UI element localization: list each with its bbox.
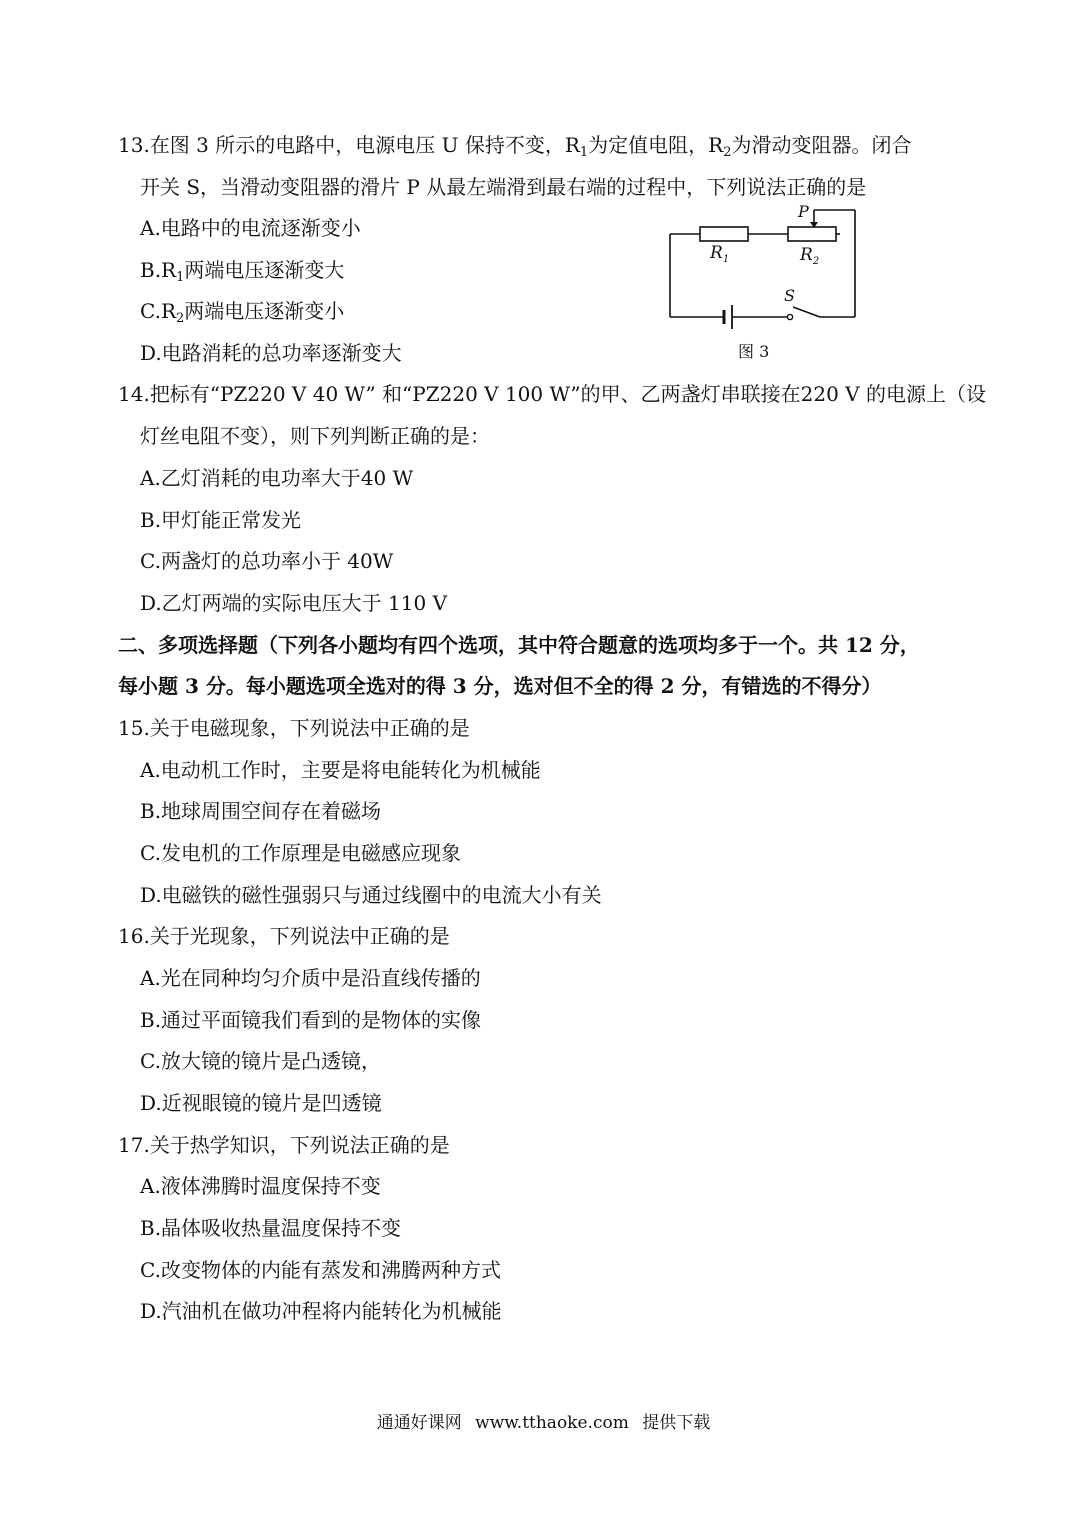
resistor-r1 — [700, 227, 748, 241]
question-14-option-b: B.甲灯能正常发光 — [140, 508, 302, 532]
question-14-option-c: C.两盏灯的总功率小于 40W — [140, 549, 394, 573]
footer-tagline: 提供下载 — [642, 1413, 711, 1433]
section-2-heading-line2: 每小题 3 分。每小题选项全选对的得 3 分，选对但不全的得 2 分，有错选的不得分） — [118, 674, 882, 698]
question-13-option-b: $B.R_1$两端电压逐渐变大 — [140, 258, 345, 285]
label-p: P — [798, 202, 809, 221]
question-13-option-c: $C.R_2$两端电压逐渐变小 — [140, 299, 345, 326]
footer-site-name: 通通好课网 — [376, 1413, 462, 1433]
question-17-option-b: B.晶体吸收热量温度保持不变 — [140, 1216, 402, 1240]
question-number: 17. — [118, 1133, 150, 1157]
question-15-option-a: A.电动机工作时，主要是将电能转化为机械能 — [140, 758, 541, 782]
question-16-option-c: C.放大镜的镜片是凸透镜， — [140, 1049, 381, 1073]
question-15-option-d: D.电磁铁的磁性强弱只与通过线圈中的电流大小有关 — [140, 883, 602, 907]
question-16-option-d: D.近视眼镜的镜片是凹透镜 — [140, 1091, 382, 1115]
question-14-option-a: A.乙灯消耗的电功率大于40 W — [140, 466, 414, 490]
footer-url[interactable]: www.tthaoke.com — [475, 1413, 629, 1433]
switch-s-blade — [793, 307, 820, 317]
section-2-heading-line1: 二、多项选择题（下列各小题均有四个选项，其中符合题意的选项均多于一个。共 12 分， — [118, 633, 920, 657]
question-16-stem: 16.关于光现象，下列说法中正确的是 — [118, 924, 450, 948]
question-13-stem-line2: 开关 S，当滑动变阻器的滑片 P 从最左端滑到最右端的过程中，下列说法正确的是 — [140, 175, 867, 199]
question-17-option-a: A.液体沸腾时温度保持不变 — [140, 1174, 381, 1198]
question-16-option-b: B.通过平面镜我们看到的是物体的实像 — [140, 1008, 482, 1032]
question-number: 16. — [118, 924, 150, 948]
question-number: 14. — [118, 382, 150, 406]
question-15-option-b: B.地球周围空间存在着磁场 — [140, 799, 382, 823]
question-17-option-d: D.汽油机在做功冲程将内能转化为机械能 — [140, 1299, 502, 1323]
question-number: 15. — [118, 716, 150, 740]
figure-caption: 图 3 — [738, 342, 770, 361]
question-14-option-d: D.乙灯两端的实际电压大于 110 V — [140, 591, 448, 615]
label-r2: $R_2$ — [800, 245, 820, 267]
label-r1: $R_1$ — [710, 243, 730, 265]
question-number: 13. — [118, 133, 150, 157]
question-13-stem-line1: 13.在图 3 所示的电路中，电源电压 U 保持不变，$R_1$为定值电阻，$R_2$为滑动变阻器。闭合 — [118, 133, 912, 160]
rheostat-r2 — [788, 227, 836, 241]
question-14-stem-line1: 14.把标有“PZ220 V 40 W” 和“PZ220 V 100 W”的甲、乙两盏灯串联接在220 V 的电源上（设 — [118, 382, 986, 406]
question-17-option-c: C.改变物体的内能有蒸发和沸腾两种方式 — [140, 1258, 501, 1282]
question-13-option-d: D.电路消耗的总功率逐渐变大 — [140, 341, 402, 365]
question-13-option-a: A.电路中的电流逐渐变小 — [140, 216, 361, 240]
label-s: S — [784, 286, 795, 305]
question-14-stem-line2: 灯丝电阻不变），则下列判断正确的是： — [140, 424, 490, 448]
circuit-diagram-figure-3 — [660, 200, 870, 370]
question-15-stem: 15.关于电磁现象，下列说法中正确的是 — [118, 716, 470, 740]
page-footer — [0, 1408, 1087, 1433]
question-16-option-a: A.光在同种均匀介质中是沿直线传播的 — [140, 966, 481, 990]
switch-s-contact — [787, 314, 792, 319]
question-15-option-c: C.发电机的工作原理是电磁感应现象 — [140, 841, 461, 865]
question-17-stem: 17.关于热学知识，下列说法正确的是 — [118, 1133, 450, 1157]
